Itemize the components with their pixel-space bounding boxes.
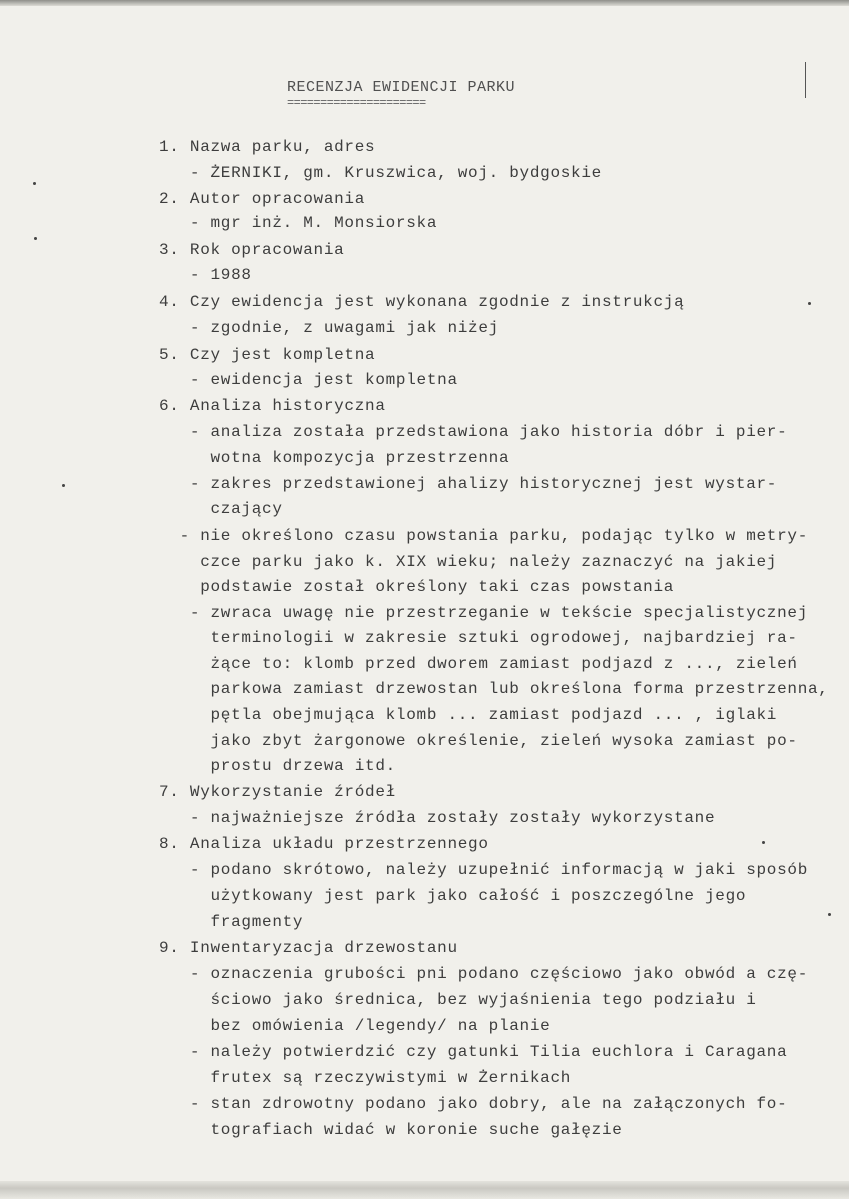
scan-speck [34, 237, 37, 240]
text-line: wotna kompozycja przestrzenna [159, 449, 510, 467]
scan-speck [33, 182, 36, 185]
text-line: 8. Analiza układu przestrzennego [159, 835, 489, 853]
text-line: terminologii w zakresie sztuki ogrodowej, najbardziej ra- [159, 629, 798, 647]
document-title: RECENZJA EWIDENCJI PARKU [287, 79, 516, 96]
scan-speck [828, 913, 831, 916]
text-line: pętla obejmująca klomb ... zamiast podjazd ... , iglaki [159, 706, 778, 724]
title-underline: ===================== [287, 96, 426, 110]
text-line: frutex są rzeczywistymi w Żernikach [159, 1069, 572, 1087]
text-line: - oznaczenia grubości pni podano częściowo jako obwód a czę- [159, 965, 808, 983]
scan-speck [62, 484, 65, 487]
text-line: podstawie został określony taki czas powstania [159, 578, 675, 596]
text-line: - ŻERNIKI, gm. Kruszwica, woj. bydgoskie [159, 164, 602, 182]
text-line: 4. Czy ewidencja jest wykonana zgodnie z instrukcją [159, 293, 685, 311]
text-line: - najważniejsze źródła zostały zostały wykorzystane [159, 809, 716, 827]
text-line: 6. Analiza historyczna [159, 397, 386, 415]
text-line: tografiach widać w koronie suche gałęzie [159, 1121, 623, 1139]
margin-mark [805, 62, 806, 98]
text-line: bez omówienia /legendy/ na planie [159, 1017, 551, 1035]
text-line: - 1988 [159, 266, 252, 284]
text-line: parkowa zamiast drzewostan lub określona forma przestrzenna, [159, 680, 829, 698]
text-line: czający [159, 500, 283, 518]
text-line: 2. Autor opracowania [159, 190, 366, 208]
text-line: 7. Wykorzystanie źródeł [159, 783, 396, 801]
text-line: - zgodnie, z uwagami jak niżej [159, 319, 499, 337]
text-line: ściowo jako średnica, bez wyjaśnienia tego podziału i [159, 991, 757, 1009]
text-line: prostu drzewa itd. [159, 757, 396, 775]
text-line: - należy potwierdzić czy gatunki Tilia euchlora i Caragana [159, 1043, 788, 1061]
text-line: - zakres przedstawionej ahalizy historycznej jest wystar- [159, 475, 778, 493]
text-line: 5. Czy jest kompletna [159, 346, 376, 364]
text-line: 1. Nazwa parku, adres [159, 138, 376, 156]
text-line: - ewidencja jest kompletna [159, 371, 458, 389]
text-line: jako zbyt żargonowe określenie, zieleń wysoka zamiast po- [159, 732, 798, 750]
text-line: żące to: klomb przed dworem zamiast podjazd z ..., zieleń [159, 655, 798, 673]
text-line: fragmenty [159, 913, 304, 931]
text-line: 9. Inwentaryzacja drzewostanu [159, 939, 458, 957]
text-line: - nie określono czasu powstania parku, podając tylko w metry- [159, 527, 808, 545]
text-line: - mgr inż. M. Monsiorska [159, 214, 438, 232]
text-line: - zwraca uwagę nie przestrzeganie w tekście specjalistycznej [159, 604, 808, 622]
text-line: - podano skrótowo, należy uzupełnić informacją w jaki sposób [159, 861, 808, 879]
text-line: 3. Rok opracowania [159, 241, 345, 259]
text-line: - stan zdrowotny podano jako dobry, ale na załączonych fo- [159, 1095, 788, 1113]
scan-speck [762, 841, 765, 844]
scan-bottom-edge [0, 1181, 849, 1199]
scan-top-edge [0, 0, 849, 6]
text-line: użytkowany jest park jako całość i poszczególne jego [159, 887, 747, 905]
text-line: - analiza została przedstawiona jako historia dóbr i pier- [159, 423, 788, 441]
scan-speck [808, 302, 811, 305]
text-line: czce parku jako k. XIX wieku; należy zaznaczyć na jakiej [159, 553, 778, 571]
